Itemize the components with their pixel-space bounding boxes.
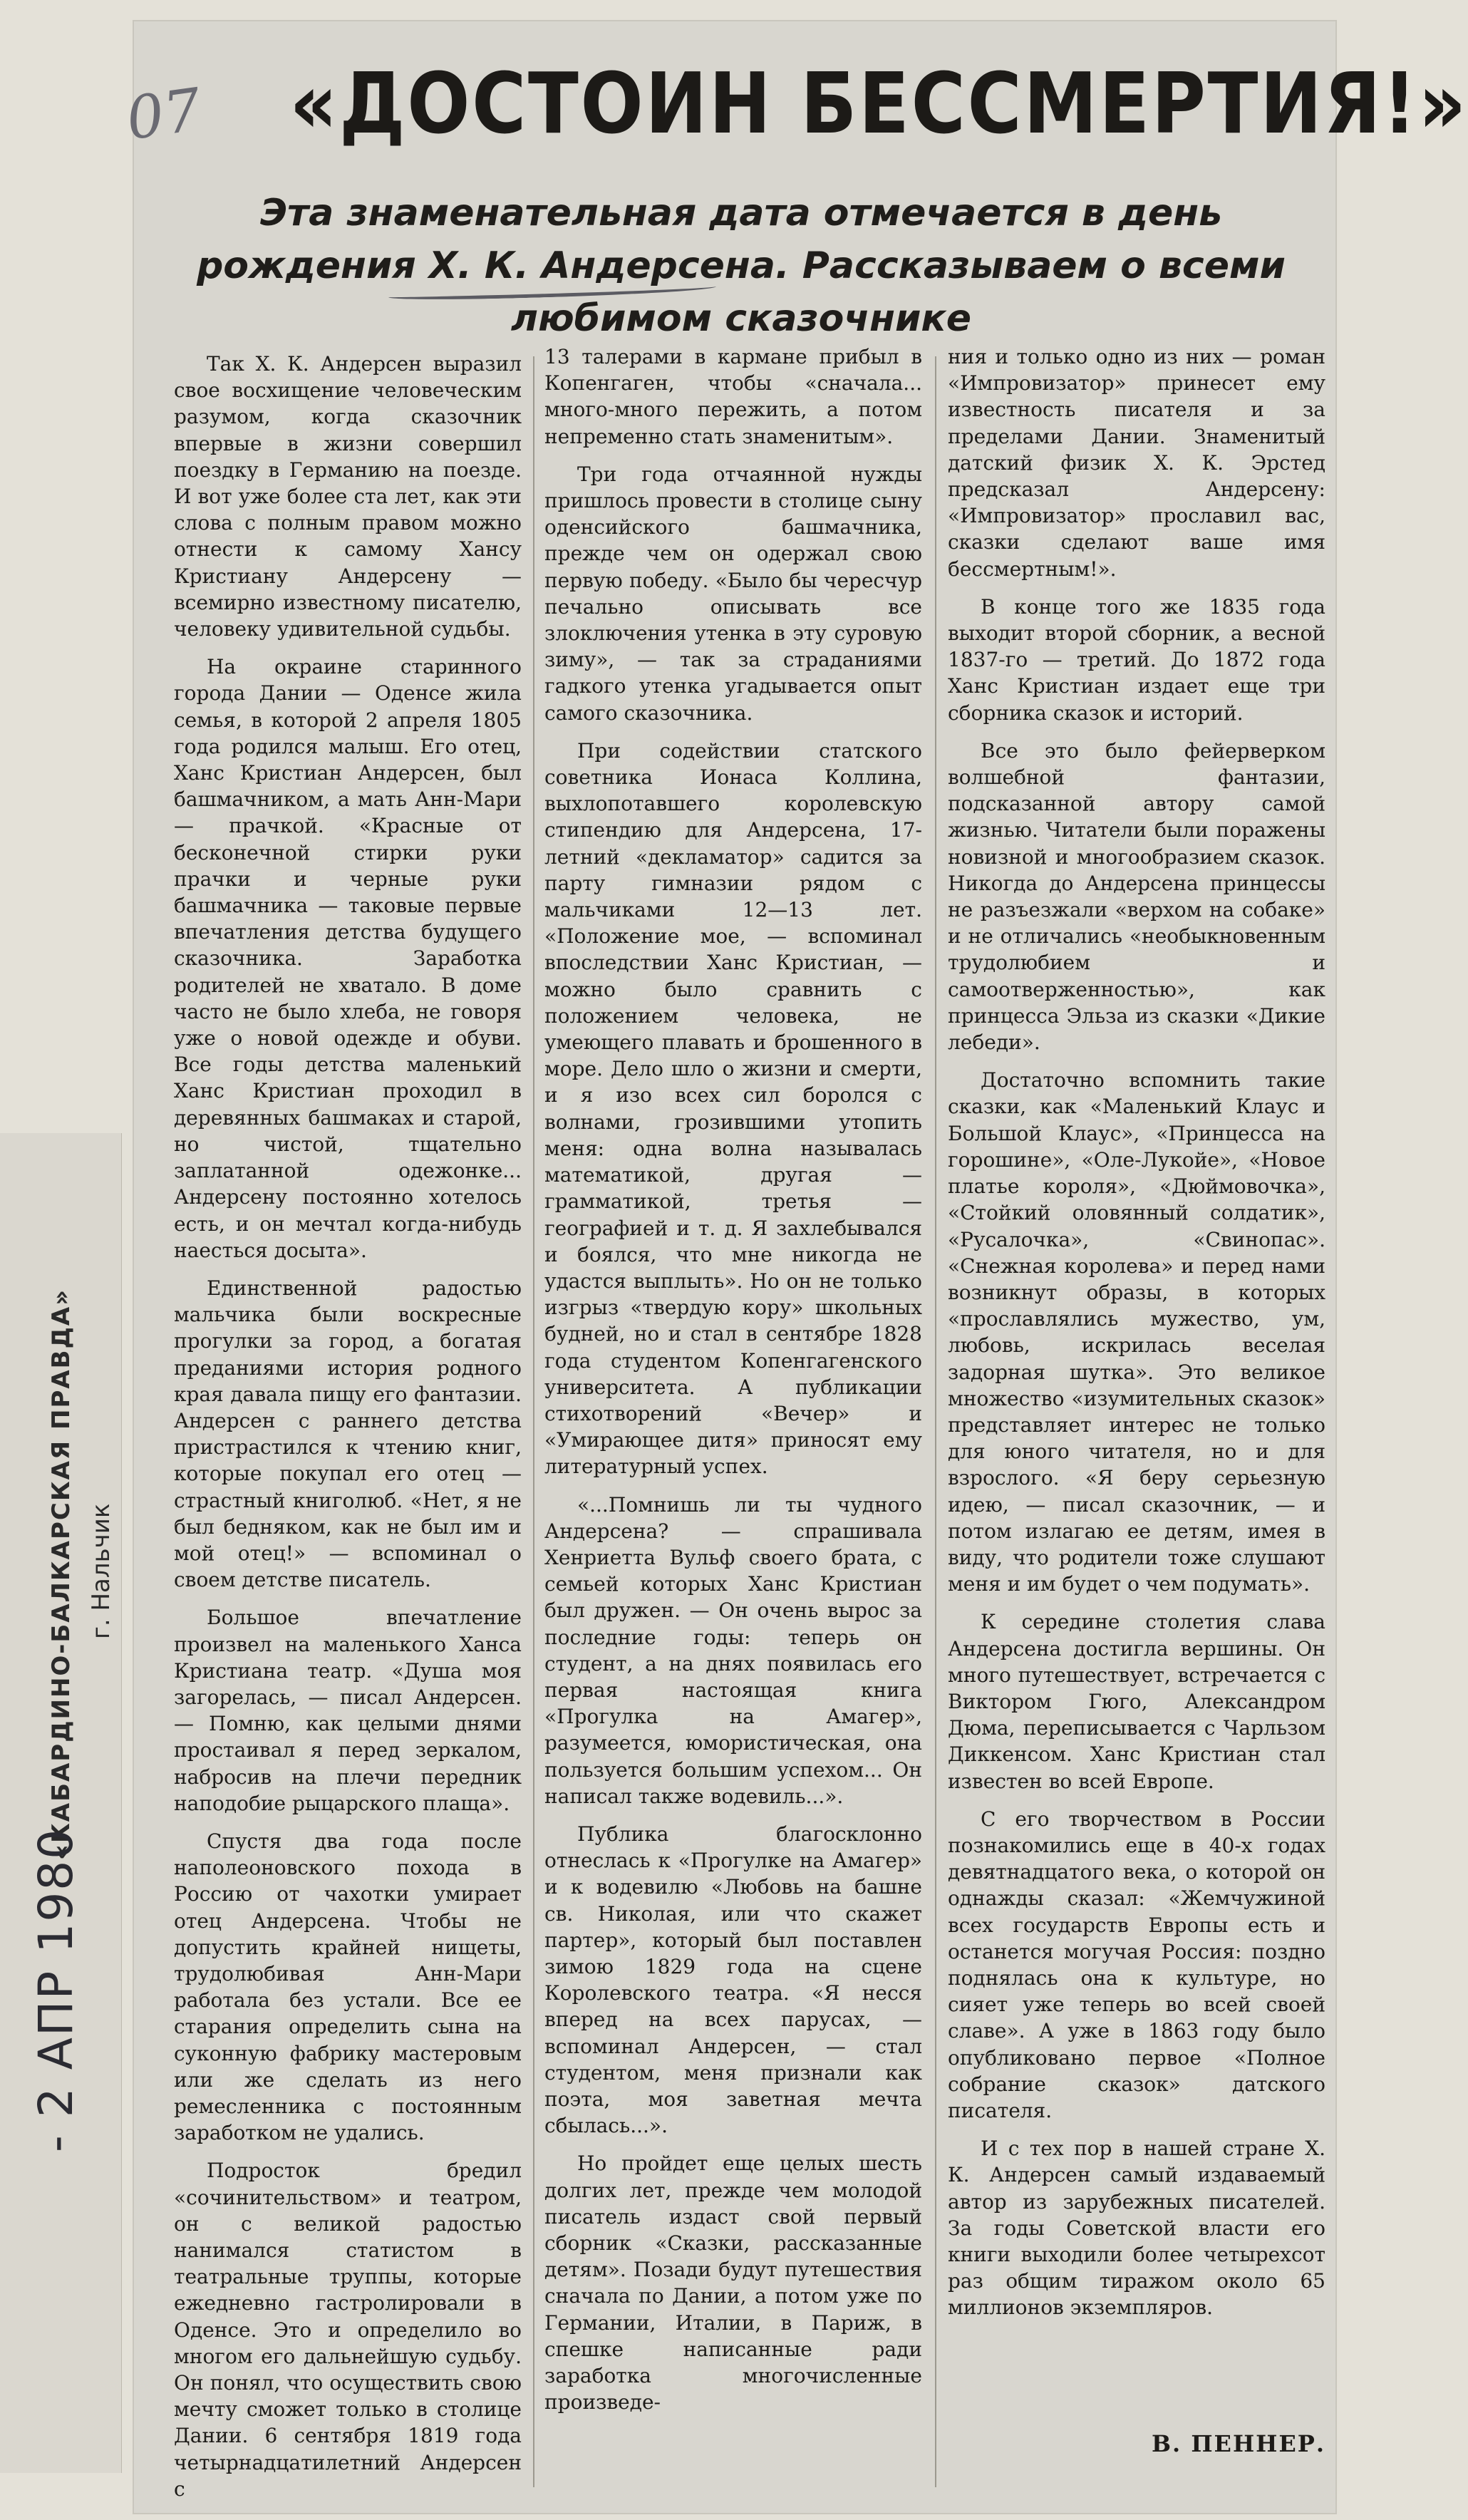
column-divider: [533, 356, 534, 2487]
author-signature: В. ПЕННЕР.: [1152, 2430, 1325, 2457]
paragraph: Три года отчаянной нужды пришлось провести в столице сыну оденсийского башмачника, прежде чем он одержал свою первую победу. «Было бы чересчур печально описывать все злоключения утенка в эту суровую зиму», — так за страданиями гадкого утенка угадывается опыт самого сказочника.: [544, 462, 922, 725]
article-column-2: [544, 344, 922, 2482]
headline: «ДОСТОИН БЕССМЕРТИЯ!»: [289, 54, 1468, 153]
paragraph: Но пройдет еще целых шесть долгих лет, прежде чем молодой писатель издаст свой первый сборник «Сказки, рассказанные детям». Позади будут путешествия сначала по Дании, а потом уже по Германии, Италии, в Париж, в спешке написанные ради заработка многочисленные произведе-: [544, 2152, 922, 2415]
paragraph: И с тех пор в нашей стране Х. К. Андерсен самый издаваемый автор из зарубежных писателей. За годы Советской власти его книги выходили более четырехсот раз общим тиражом около 65 миллионов экземпляров.: [948, 2137, 1325, 2320]
masthead-city: г. Нальчик: [87, 1503, 115, 1639]
paragraph: С его творчеством в России познакомились еще в 40-х годах девятнадцатого века, о которой он однажды сказал: «Жемчужиной всех государств Европы есть и останется могучая Россия: поздно поднялась она к культуре, но сияет уже теперь во всей своей славе». А уже в 1863 году было опубликовано первое «Полное собрание сказок» датского писателя.: [948, 1807, 1325, 2122]
paragraph: Публика благосклонно отнеслась к «Прогулке на Амагер» и к водевилю «Любовь на башне св. Николая, или что скажет партер», который был поставлен зимою 1829 года на сцене Королевского театра. «Я несся вперед на всех парусах, — вспоминал Андерсен, — стал студентом, меня признали как поэта, моя заветная мечта сбылась...».: [544, 1822, 922, 2138]
newspaper-masthead: «КАБАРДИНО-БАЛКАРСКАЯ ПРАВДА»: [47, 1288, 76, 1860]
article-column-1: [174, 351, 522, 2501]
paragraph: К середине столетия слава Андерсена достигла вершины. Он много путешествует, встречается с Виктором Гюго, Александром Дюма, переписывается с Чарльзом Диккенсом. Ханс Кристиан стал известен во всей Европе.: [948, 1610, 1325, 1793]
paragraph: 13 талерами в кармане прибыл в Копенгаген, чтобы «сначала... много-много пережить, а потом непременно стать знаменитым».: [544, 345, 922, 448]
paragraph: На окраине старинного города Дании — Оденсе жила семья, в которой 2 апреля 1805 года родился малыш. Его отец, Ханс Кристиан Андерсен, был башмачником, а мать Анн-Мари — прачкой. «Красные от бесконечной стирки руки прачки и черные руки башмачника — таковые первые впечатления детства будущего сказочника. Заработка родителей не хватало. В доме часто не было хлеба, не говоря уже о новой одежде и обуви. Все годы детства маленький Ханс Кристиан проходил в деревянных башмаках и старой, но чистой, тщательно заплатанной одежонке... Андерсену постоянно хотелось есть, и он мечтал когда-нибудь наесться досыта».: [174, 655, 522, 1262]
handwritten-note: 07: [122, 76, 206, 154]
paragraph: Единственной радостью мальчика были воскресные прогулки за город, а богатая преданиями история родного края давала пищу его фантазии. Андерсен с раннего детства пристрастился к чтению книг, которые покупал его отец — страстный книголюб. «Нет, я не был бедняком, как не был им и мой отец!» — вспоминал о своем детстве писатель.: [174, 1276, 522, 1592]
paragraph: Спустя два года после наполеоновского похода в Россию от чахотки умирает отец Андерсена. Чтобы не допустить крайней нищеты, трудолюбивая Анн-Мари работала без устали. Все ее старания определить сына на суконную фабрику мастеровым или же сделать из него ремесленника с постоянным заработком не удались.: [174, 1829, 522, 2145]
paragraph: Подросток бредил «сочинительством» и театром, он с великой радостью нанимался статистом в театральные труппы, которые ежедневно гастролировали в Оденсе. Это и определило во многом его дальнейшую судьбу. Он понял, что осуществить свою мечту сможет только в столице Дании. 6 сентября 1819 года четырнадцатилетний Андерсен с: [174, 2159, 522, 2501]
column-divider: [935, 356, 936, 2487]
subheadline: Эта знаменательная дата отмечается в день рождения Х. К. Андерсена. Рассказываем о всеми любимом сказочнике: [197, 192, 1286, 340]
paragraph: ния и только одно из них — роман «Импровизатор» принесет ему известность писателя и за пределами Дании. Знаменитый датский физик Х. К. Эрстед предсказал Андерсену: «Импровизатор» прославил вас, сказки сделают ваше имя бессмертным!».: [948, 345, 1325, 581]
date-stamp: - 2 АПР 1980: [29, 1827, 83, 2152]
paragraph: Большое впечатление произвел на маленького Ханса Кристиана театр. «Душа моя загорелась, — писал Андерсен. — Помню, как целыми днями простаивал я перед зеркалом, набросив на плечи передник наподобие рыцарского плаща».: [174, 1606, 522, 1815]
article-column-3: [948, 344, 1325, 2482]
paragraph: В конце того же 1835 года выходит второй сборник, а весной 1837-го — третий. До 1872 года Ханс Кристиан издает еще три сборника сказок и историй.: [948, 594, 1325, 725]
paragraph: «...Помнишь ли ты чудного Андерсена? — спрашивала Хенриетта Вульф своего брата, с семьей которых Ханс Кристиан был дружен. — Он очень вырос за последние годы: теперь он студент, а на днях появилась его первая настоящая книга «Прогулка на Амагер», разумеется, юмористическая, она пользуется большим успехом... Он написал также водевиль...».: [544, 1492, 922, 1808]
paragraph: При содействии статского советника Ионаса Коллина, выхлопотавшего королевскую стипендию для Андерсена, 17-летний «декламатор» садится за парту гимназии рядом с мальчиками 12—13 лет. «Положение мое, — вспоминал впоследствии Ханс Кристиан, — можно было сравнить с положением человека, не умеющего плавать и брошенного в море. Дело шло о жизни и смерти, и я изо всех сил боролся с волнами, грозившими утопить меня: одна волна называлась математикой, другая — грамматикой, третья — географией и т. д. Я захлебывался и боялся, что мне никогда не удастся выплыть». Но он не только изгрыз «твердую кору» школьных будней, но и стал в сентябре 1828 года студентом Копенгагенского университета. А публикации стихотворений «Вечер» и «Умирающее дитя» приносят ему литературный успех.: [544, 738, 922, 1479]
paragraph: Все это было фейерверком волшебной фантазии, подсказанной автору самой жизнью. Читатели были поражены новизной и многообразием сказок. Никогда до Андерсена принцессы не разъезжали «верхом на собаке» и не отличались «необыкновенным трудолюбием и самоотверженностью», как принцесса Эльза из сказки «Дикие лебеди».: [948, 738, 1325, 1055]
paragraph: Так Х. К. Андерсен выразил свое восхищение человеческим разумом, когда сказочник впервые в жизни совершил поездку в Германию на поезде. И вот уже более ста лет, как эти слова с полным правом можно отнести к самому Хансу Кристиану Андерсену — всемирно известному писателю, человеку удивительной судьбы.: [174, 352, 522, 641]
paragraph: Достаточно вспомнить такие сказки, как «Маленький Клаус и Большой Клаус», «Принцесса на горошине», «Оле-Лукойе», «Новое платье короля», «Дюймовочка», «Стойкий оловянный солдатик», «Русалочка», «Свинопас». «Снежная королева» и перед нами возникнут образы, в которых «прославлялись мужество, ум, любовь, искрилась веселая задорная шутка». Это великое множество «изумительных сказок» представляет интерес не только для юного читателя, но и для взрослого. «Я беру серьезную идею, — писал сказочник, — и потом излагаю ее детям, имея в виду, что родители тоже слушают меня и им будет о чем подумать».: [948, 1068, 1325, 1596]
